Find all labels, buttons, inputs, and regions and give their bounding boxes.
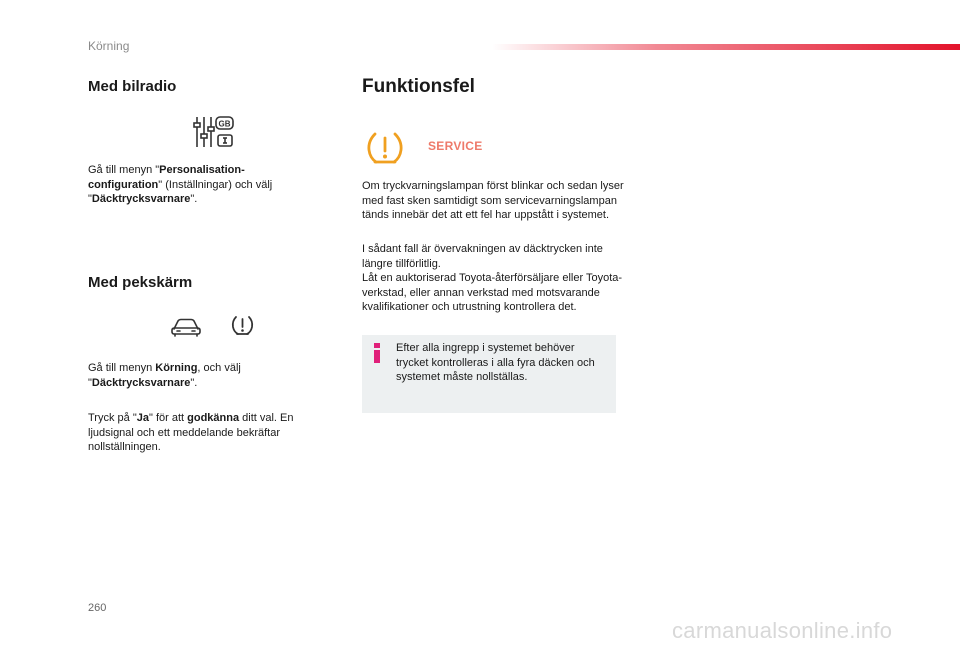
radio-heading: Med bilradio: [88, 78, 177, 95]
page-number: 260: [88, 602, 107, 614]
header-accent-bar: [492, 44, 960, 50]
text-run: Gå till menyn: [88, 362, 156, 374]
touchscreen-heading: Med pekskärm: [88, 274, 193, 291]
section-label: Körning: [88, 39, 130, 53]
service-warning-label: SERVICE: [428, 139, 483, 153]
radio-instructions: [88, 163, 318, 207]
info-note: Efter alla ingrepp i systemet behöver trycket kontrolleras i alla fyra däcken och systemet måste nollställas.: [396, 342, 595, 383]
text-run: ditt val. En ljudsignal och ett meddelande bekräftar nollställningen.: [88, 412, 294, 453]
tire-pressure-warning-icon: [366, 131, 404, 165]
emphasized-text: Däcktrycksvarnare: [91, 376, 191, 389]
text-run: ".: [190, 193, 198, 205]
emphasized-text: godkänna: [187, 412, 240, 424]
malfunction-advice: [362, 242, 624, 315]
monitoring-unreliable-text: I sådant fall är övervakningen av däcktrycken inte längre tillförlitlig.: [362, 243, 603, 270]
watermark: carmanualsonline.info: [672, 618, 893, 643]
text-run: Tryck på ": [88, 412, 137, 424]
radio-icon-text: GB: [218, 119, 231, 129]
radio-settings-icon: [193, 114, 235, 150]
text-run: " för att: [148, 412, 188, 424]
car-icon: [170, 316, 202, 338]
confirm-instructions: [88, 411, 328, 455]
dealer-check-text: Låt en auktoriserad Toyota-återförsäljare eller Toyota-verkstad, eller annan verkstad med motsvarande kvalifikationer och utrustning kontrollera det.: [362, 272, 623, 313]
text-run: , och välj ": [88, 362, 241, 389]
emphasized-text: Däcktrycksvarnare: [91, 193, 191, 205]
touchscreen-instructions: [88, 361, 318, 390]
malfunction-description: Om tryckvarningslampan först blinkar och sedan lyser med fast sken samtidigt som servicevarningslampan tänds innebär det att ett fel har uppstått i systemet.: [362, 180, 624, 221]
emphasized-text: Personalisation-configuration: [88, 164, 245, 191]
emphasized-text: Ja: [136, 412, 149, 424]
text-run: ".: [190, 376, 198, 389]
text-run: Gå till menyn ": [88, 164, 160, 176]
malfunction-heading: Funktionsfel: [362, 76, 475, 97]
tire-pressure-icon: [230, 313, 255, 338]
emphasized-text: Körning: [155, 362, 198, 374]
text-run: " (Inställningar) och välj ": [88, 178, 273, 205]
info-icon: [371, 343, 383, 363]
